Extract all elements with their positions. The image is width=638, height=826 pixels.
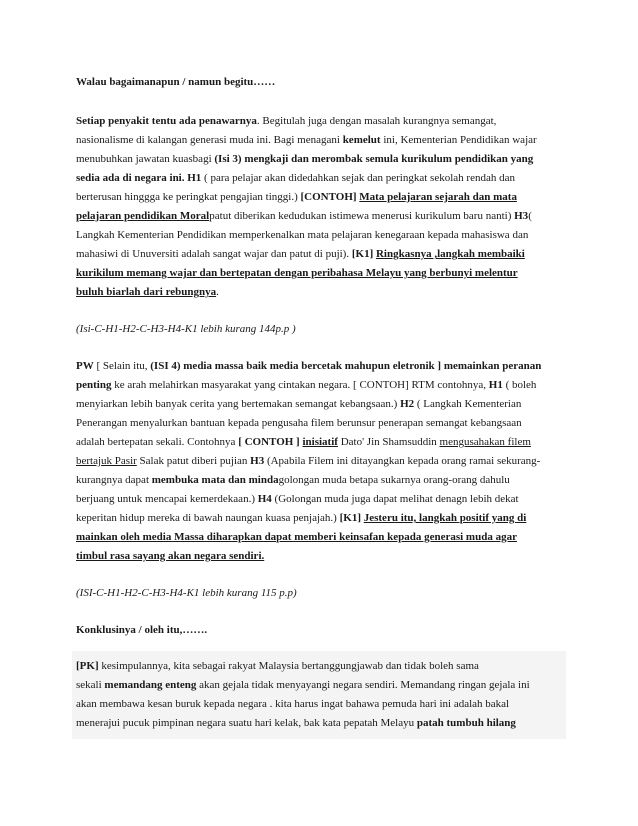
p3-line-4: menerajui pucuk pimpinan negara suatu hari kelak, bak kata pepatah Melayu patah tumbuh hilang [76, 717, 516, 729]
p1-line-8: mahasiwi di Unuversiti adalah sangat wajar dan patut di puji). [K1] Ringkasnya ,langkah membaiki [76, 248, 525, 260]
p1-line-2: nasionalisme di kalangan generasi muda ini. Bagi menagani kemelut ini, Kementerian Pendidikan wajar [76, 134, 537, 146]
heading-walau-bagaimanapun: Walau bagaimanapun / namun begitu…… [76, 76, 276, 88]
p2-line-1: PW [ Selain itu, (ISI 4) media massa baik media bercetak mahupun eletronik ] memainkan peranan [76, 360, 542, 372]
heading-konklusinya: Konklusinya / oleh itu,……. [76, 624, 208, 636]
p2-line-11: timbul rasa sayang akan negara sendiri. [76, 550, 265, 562]
p1-line-7: Langkah Kementerian Pendidikan memperkenalkan mata pelajaran kenegaraan kepada mahasiswa dan [76, 229, 529, 241]
p3-line-1: [PK] kesimpulannya, kita sebagai rakyat Malaysia bertanggungjawab dan tidak boleh sama [76, 660, 479, 672]
p1-line-6: pelajaran pendidikan Moralpatut diberikan kedudukan istimewa menerusi kurikulum baru nanti) H3( [76, 210, 532, 222]
p2-line-7: kurangnya dapat membuka mata dan mindagolongan muda betapa sukarnya orang-orang dahulu [76, 474, 510, 486]
p1-line-5: berterusan hinggga ke peringkat pengajian tinggi.) [CONTOH] Mata pelajaran sejarah dan mata [76, 191, 517, 203]
p3-line-2: sekali memandang enteng akan gejala tidak menyayangi negara sendiri. Memandang ringan gejala ini [76, 679, 530, 691]
p2-line-5: adalah bertepatan sekali. Contohnya [ CONTOH ] inisiatif Dato' Jin Shamsuddin mengusahakan filem [76, 436, 531, 448]
p2-line-8: berjuang untuk mencapai kemerdekaan.) H4 (Golongan muda juga dapat melihat denagn lebih dekat [76, 493, 519, 505]
note-isi-count-2: (ISI-C-H1-H2-C-H3-H4-K1 lebih kurang 115 p.p) [76, 587, 297, 599]
p2-line-6: bertajuk Pasir Salak patut diberi pujian H3 (Apabila Filem ini ditayangkan kepada orang ramai sekurang- [76, 455, 541, 467]
p2-line-2: penting ke arah melahirkan masyarakat yang cintakan negara. [ CONTOH] RTM contohnya, H1 ( boleh [76, 379, 537, 391]
p1-line-4: sedia ada di negara ini. H1 ( para pelajar akan didedahkan sejak dan peringkat sekolah rendah dan [76, 172, 515, 184]
p3-line-3: akan membawa kesan buruk kepada negara . kita harus ingat bahawa pemuda hari ini adalah bakal [76, 698, 510, 710]
p1-line-10: buluh biarlah dari rebungnya. [76, 286, 219, 298]
p2-line-4: Penerangan menyalurkan bantuan kepada pengusaha filem berunsur penerapan semangat kebangsaan [76, 417, 522, 429]
p2-line-3: menyiarkan lebih banyak cerita yang bertemakan semangat kebangsaan.) H2 ( Langkah Kementerian [76, 398, 522, 410]
note-isi-count-1: (Isi-C-H1-H2-C-H3-H4-K1 lebih kurang 144p.p ) [76, 323, 296, 335]
p1-line-3: menubuhkan jawatan kuasbagi (Isi 3) mengkaji dan merombak semula kurikulum pendidikan yang [76, 153, 534, 165]
p1-line-9: kurikilum memang wajar dan bertepatan dengan peribahasa Melayu yang berbunyi melentur [76, 267, 518, 279]
p2-line-10: mainkan oleh media Massa diharapkan dapat memberi keinsafan kepada generasi muda agar [76, 531, 517, 543]
p1-line-1: Setiap penyakit tentu ada penawarnya. Begitulah juga dengan masalah kurangnya semangat, [76, 115, 497, 127]
p2-line-9: keperitan hidup mereka di bawah naungan kuasa penjajah.) [K1] Jesteru itu, langkah positif yang di [76, 512, 527, 524]
